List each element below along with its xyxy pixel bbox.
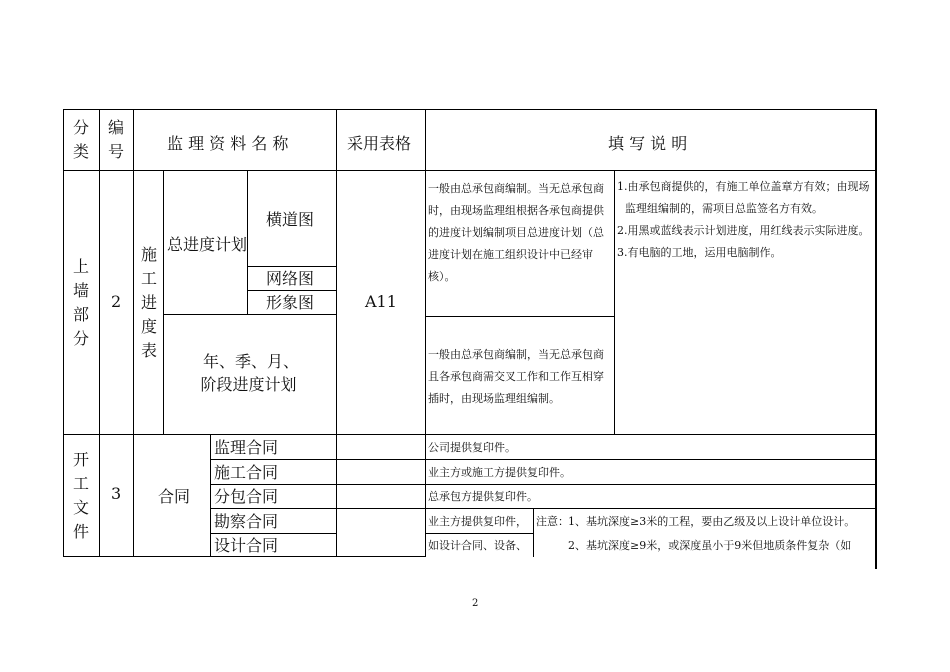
chart-network: 网络图: [266, 269, 315, 288]
header-number-char: 编: [107, 118, 124, 137]
start-number: 3: [111, 484, 122, 503]
contract-name: 分包合同: [214, 487, 279, 506]
desc-period: 一般由总承包商编制，当无总承包商且各承包商需交叉工作和工作互相穿插时，由现场监理组编制。: [428, 348, 604, 405]
header-name: 监 理 资 料 名 称: [167, 134, 289, 153]
note-item: 1.由承包商提供的，有施工单位盖章方有效；由现场监理组编制的，需项目总监签名方有效。: [617, 180, 870, 215]
note-item: 3.有电脑的工地，运用电脑制作。: [617, 246, 782, 259]
header-category: [69, 116, 93, 164]
header-category-char: 类: [72, 142, 89, 161]
upper-group: 施 工 进 度 表: [140, 245, 157, 360]
master-plan: 总进度计划: [167, 235, 248, 254]
form-code: A11: [365, 292, 397, 311]
contract-desc: 如设计合同、设备、: [428, 539, 527, 552]
contract-desc: 公司提供复印件。: [428, 441, 516, 454]
upper-number: 2: [111, 292, 122, 311]
contract-desc: 总承包方提供复印件。: [428, 490, 538, 503]
chart-image: 形象图: [266, 293, 315, 312]
header-number-char: 号: [107, 142, 124, 161]
chart-bar: 横道图: [266, 210, 315, 229]
header-category-char: 分: [72, 118, 89, 137]
header-form: 采用表格: [347, 134, 412, 153]
note-item: 2.用黑或蓝线表示计划进度，用红线表示实际进度。: [617, 224, 870, 237]
upper-category: 上 墙 部 分: [72, 257, 89, 348]
notes-list: [617, 176, 875, 264]
note-label: 注意：: [536, 515, 569, 528]
period-plan: 年、季、月、 阶段进度计划: [200, 352, 300, 394]
contract-name: 施工合同: [214, 463, 279, 482]
contract-desc: 业主方提供复印件，: [428, 515, 527, 528]
desc-master: 一般由总承包商编制。当无总承包商时，由现场监理组根据各承包商提供的进度计划编制项目总进度计划（总进度计划在施工组织设计中已经审核）。: [428, 182, 604, 283]
header-notes: 填 写 说 明: [608, 134, 688, 153]
header-number: [104, 116, 128, 164]
contract-desc: 业主方或施工方提供复印件。: [428, 466, 571, 479]
note-line-2: 2、基坑深度≥9米，或深度虽小于9米但地质条件复杂（如: [568, 539, 852, 552]
start-group: 合同: [158, 487, 191, 506]
start-category: 开 工 文 件: [72, 450, 89, 541]
contract-name: 监理合同: [214, 438, 279, 457]
contract-name: 设计合同: [214, 536, 279, 555]
note-line-1: 1、基坑深度≥3米的工程，要由乙级及以上设计单位设计。: [568, 515, 856, 528]
page-number: 2: [472, 598, 479, 609]
contract-name: 勘察合同: [214, 512, 279, 531]
